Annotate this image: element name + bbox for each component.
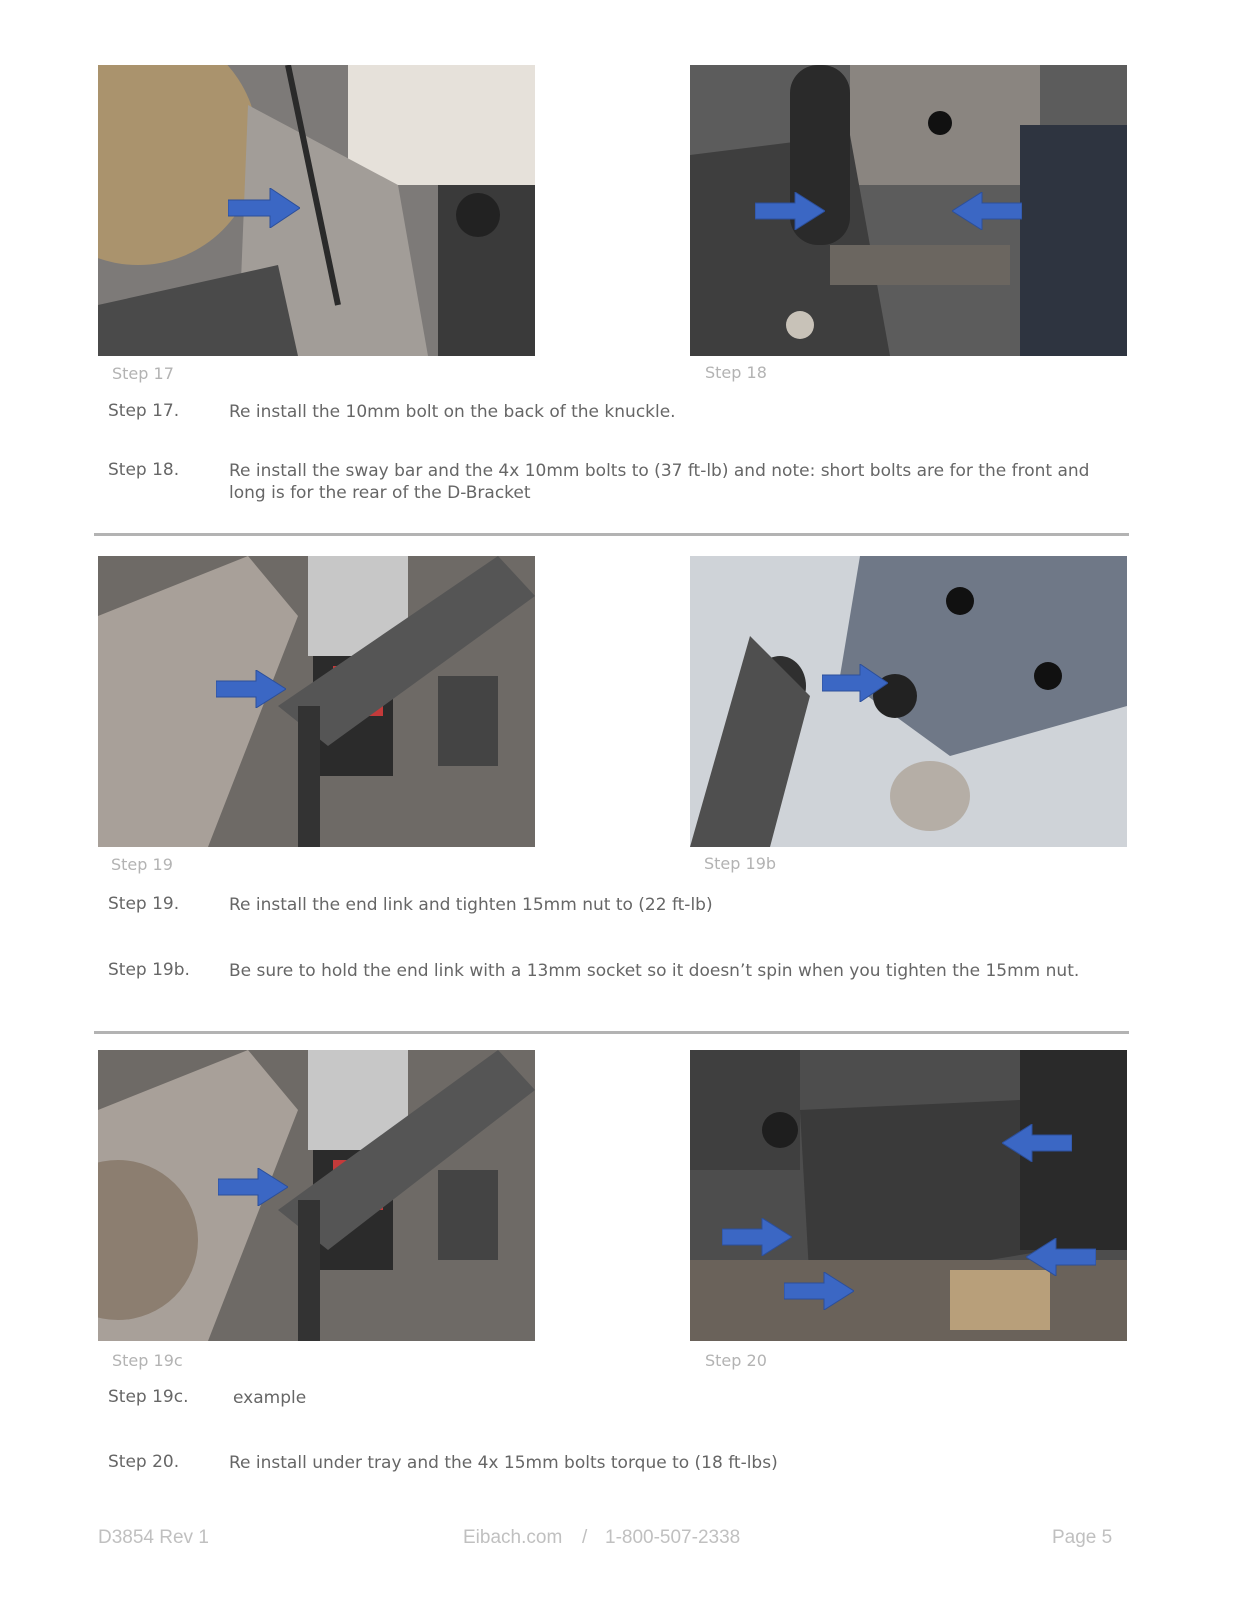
step-text: Re install the end link and tighten 15mm nut to (22 ft-lb) (229, 895, 713, 915)
arrow-left-icon (1002, 1124, 1072, 1162)
arrow-right-icon (218, 1168, 288, 1206)
arrow-right-icon (784, 1272, 854, 1310)
step-label: Step 20. (108, 1452, 180, 1472)
step-label: Step 19c. (108, 1387, 189, 1407)
photo-caption: Step 20 (705, 1351, 767, 1370)
step-text: Be sure to hold the end link with a 13mm socket so it doesn’t spin when you tighten the 15mm nut. (229, 961, 1080, 981)
footer-separator: / (582, 1527, 588, 1548)
section-divider (94, 1031, 1129, 1034)
step-label: Step 17. (108, 401, 180, 421)
photo-caption: Step 18 (705, 363, 767, 382)
photo-step-19b (690, 556, 1127, 847)
step-label: Step 19. (108, 894, 180, 914)
photo-caption: Step 19 (111, 855, 173, 874)
photo-caption: Step 19b (704, 854, 777, 873)
photo-step-19c (98, 1050, 535, 1341)
photo-step-20 (690, 1050, 1127, 1341)
step-text: example (233, 1388, 307, 1408)
arrow-right-icon (755, 192, 825, 230)
step-label: Step 18. (108, 460, 180, 480)
arrow-right-icon (216, 670, 286, 708)
arrow-right-icon (822, 664, 888, 702)
photo-caption: Step 19c (112, 1351, 183, 1370)
arrow-left-icon (1026, 1238, 1096, 1276)
footer-website[interactable]: Eibach.com (463, 1527, 563, 1548)
step-text: Re install under tray and the 4x 15mm bolts torque to (18 ft-lbs) (229, 1453, 778, 1473)
footer-page-number: Page 5 (1052, 1527, 1113, 1548)
arrow-left-icon (952, 192, 1022, 230)
step-label: Step 19b. (108, 960, 190, 980)
arrow-right-icon (228, 188, 300, 228)
footer-doc-id: D3854 Rev 1 (98, 1527, 209, 1548)
footer-phone: 1-800-507-2338 (605, 1527, 741, 1548)
photo-caption: Step 17 (112, 364, 174, 383)
step-text: Re install the 10mm bolt on the back of the knuckle. (229, 402, 676, 422)
photo-step-19 (98, 556, 535, 847)
section-divider (94, 533, 1129, 536)
step-text: Re install the sway bar and the 4x 10mm bolts to (37 ft-lb) and note: short bolts are for the front and long is for the rear of the D-Bracket (229, 461, 1090, 503)
arrow-right-icon (722, 1218, 792, 1256)
photo-step-17 (98, 65, 535, 356)
